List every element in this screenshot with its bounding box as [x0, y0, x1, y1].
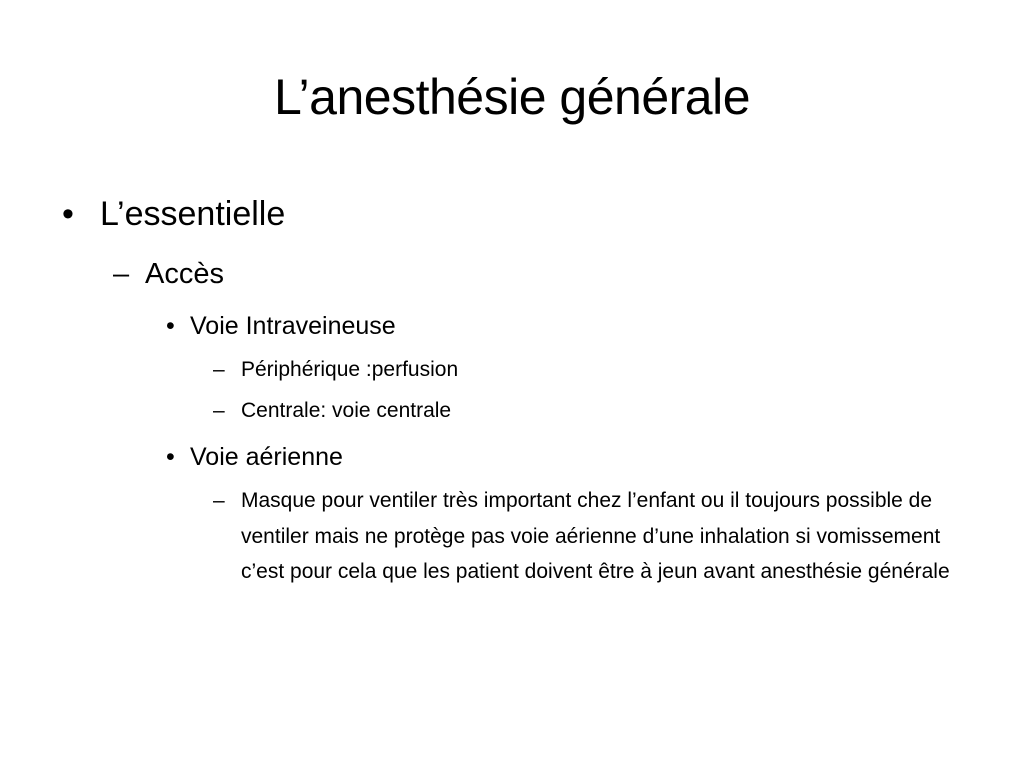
bullet-icon: • [62, 195, 74, 233]
bullet-voie-aerienne [166, 440, 343, 474]
dash-icon: – [213, 399, 225, 422]
bullet-text: L’essentielle [100, 195, 286, 233]
bullet-text: Voie Intraveineuse [190, 312, 396, 340]
subitem-text: Masque pour ventiler très important chez l’enfant ou il toujours possible de ventiler mais ne protège pas voie aérienne d’une inhalation si vomissement c’est pour cela que les patient doivent être à jeun avant anesthésie générale [241, 489, 950, 583]
subitem-text: Périphérique :perfusion [241, 358, 459, 381]
bullet-voie-intraveineuse [166, 309, 396, 343]
subbullet-text: Accès [145, 258, 224, 290]
bullet-icon: • [166, 443, 175, 471]
bullet-icon: • [166, 312, 175, 340]
slide-title: L’anesthésie générale [274, 69, 750, 125]
bullet-essentielle [62, 192, 286, 236]
subitem-masque [213, 483, 953, 590]
dash-icon: – [113, 258, 130, 290]
subbullet-acces [113, 255, 224, 293]
bullet-text: Voie aérienne [190, 443, 343, 471]
dash-icon: – [213, 489, 225, 512]
subitem-centrale [213, 393, 452, 429]
subitem-text: Centrale: voie centrale [241, 399, 452, 422]
subitem-peripherique [213, 352, 459, 388]
dash-icon: – [213, 358, 225, 381]
